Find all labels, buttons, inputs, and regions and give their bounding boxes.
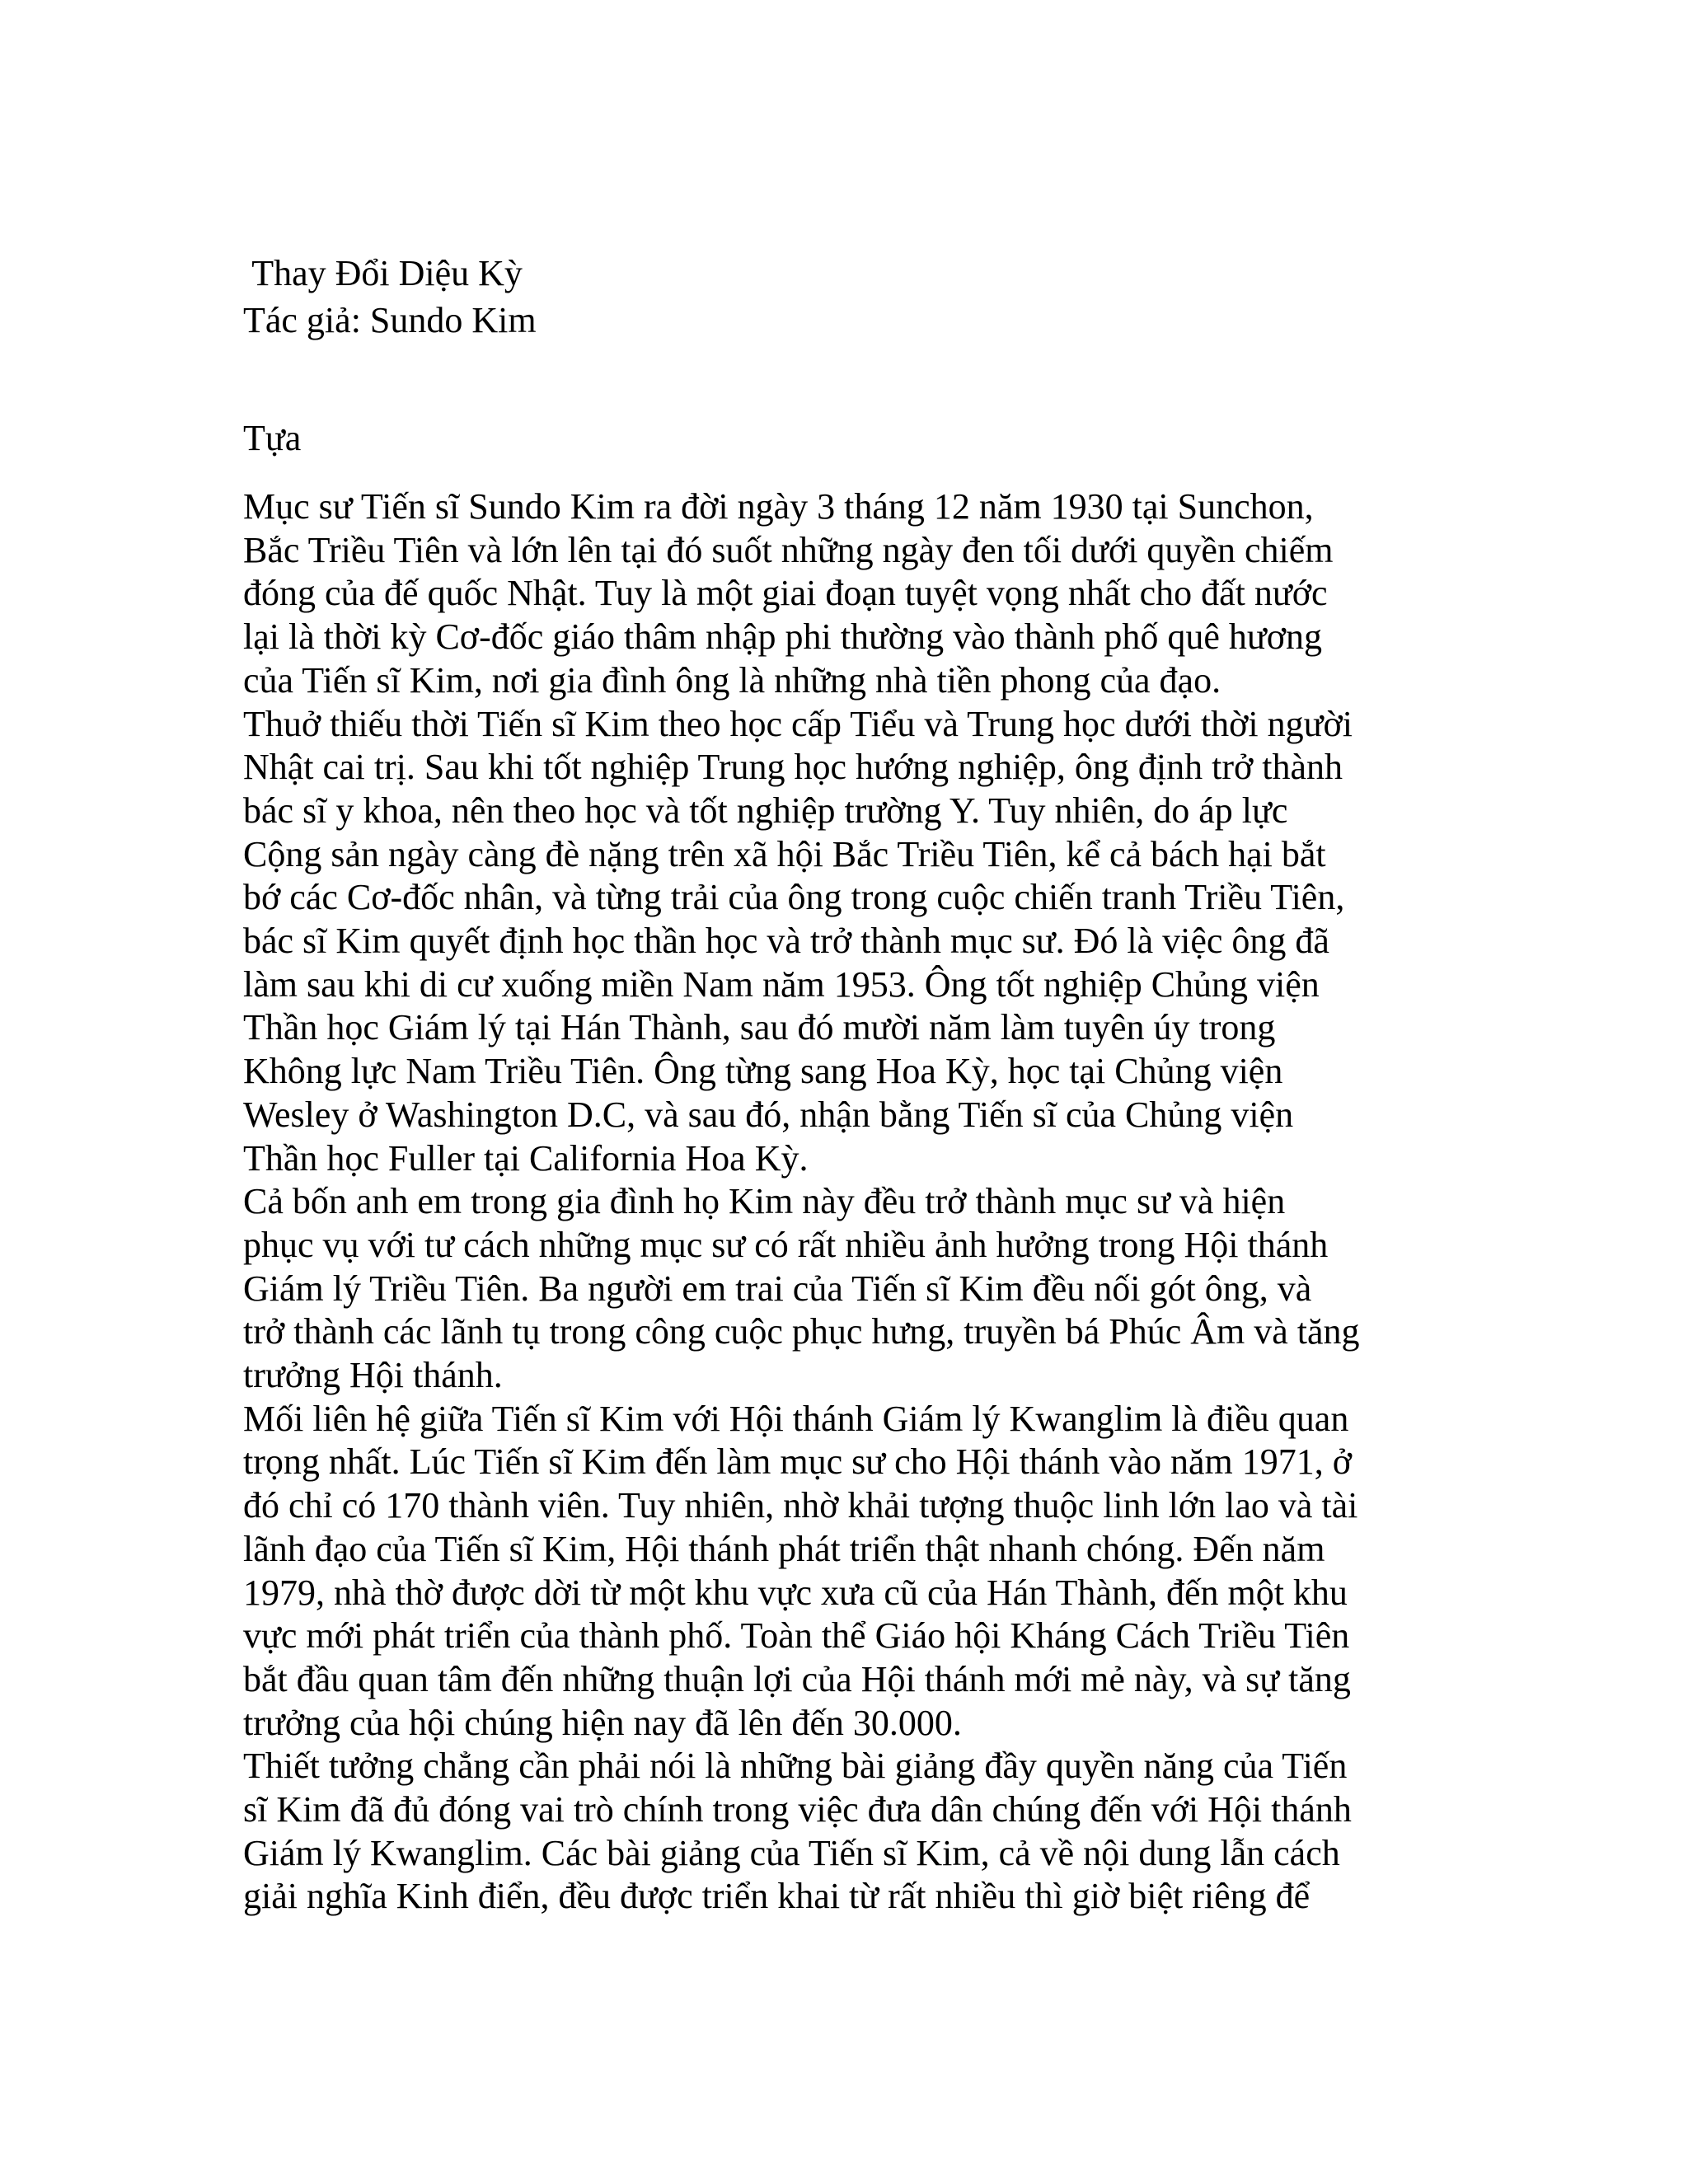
body-line: Giám lý Kwanglim. Các bài giảng của Tiến sĩ Kim, cả về nội dung lẫn cách — [243, 1833, 1340, 1873]
document-title: Thay Đổi Diệu Kỳ — [243, 253, 523, 293]
body-line: Bắc Triều Tiên và lớn lên tại đó suốt những ngày đen tối dưới quyền chiếm — [243, 530, 1334, 570]
body-line: Mục sư Tiến sĩ Sundo Kim ra đời ngày 3 tháng 12 năm 1930 tại Sunchon, — [243, 486, 1314, 527]
body-line: Thần học Fuller tại California Hoa Kỳ. — [243, 1138, 809, 1179]
body-line: của Tiến sĩ Kim, nơi gia đình ông là những nhà tiền phong của đạo. — [243, 660, 1221, 701]
body-line: 1979, nhà thờ được dời từ một khu vực xưa cũ của Hán Thành, đến một khu — [243, 1572, 1348, 1613]
body-line: lãnh đạo của Tiến sĩ Kim, Hội thánh phát triển thật nhanh chóng. Đến năm — [243, 1529, 1325, 1569]
body-line: phục vụ với tư cách những mục sư có rất nhiều ảnh hưởng trong Hội thánh — [243, 1225, 1329, 1265]
body-line: sĩ Kim đã đủ đóng vai trò chính trong việc đưa dân chúng đến với Hội thánh — [243, 1789, 1352, 1830]
body-line: làm sau khi di cư xuống miền Nam năm 1953. Ông tốt nghiệp Chủng viện — [243, 964, 1320, 1005]
body-line: Giám lý Triều Tiên. Ba người em trai của Tiến sĩ Kim đều nối gót ông, và — [243, 1268, 1312, 1309]
body-line: Thuở thiếu thời Tiến sĩ Kim theo học cấp Tiểu và Trung học dưới thời người — [243, 704, 1353, 744]
body-line: trưởng của hội chúng hiện nay đã lên đến 30.000. — [243, 1703, 962, 1743]
body-line: bác sĩ Kim quyết định học thần học và trở thành mục sư. Đó là việc ông đã — [243, 921, 1329, 961]
body-line: Không lực Nam Triều Tiên. Ông từng sang Hoa Kỳ, học tại Chủng viện — [243, 1051, 1283, 1091]
body-line: bắt đầu quan tâm đến những thuận lợi của Hội thánh mới mẻ này, và sự tăng — [243, 1659, 1351, 1699]
document-author: Tác giả: Sundo Kim — [243, 300, 537, 340]
body-line: bớ các Cơ-đốc nhân, và từng trải của ông trong cuộc chiến tranh Triều Tiên, — [243, 877, 1345, 917]
body-line: trở thành các lãnh tụ trong công cuộc phục hưng, truyền bá Phúc Âm và tăng — [243, 1311, 1360, 1352]
body-line: trọng nhất. Lúc Tiến sĩ Kim đến làm mục sư cho Hội thánh vào năm 1971, ở — [243, 1441, 1352, 1482]
body-line: trưởng Hội thánh. — [243, 1355, 503, 1395]
body-line: đó chỉ có 170 thành viên. Tuy nhiên, nhờ khải tượng thuộc linh lớn lao và tài — [243, 1485, 1358, 1526]
body-line: Thần học Giám lý tại Hán Thành, sau đó mười năm làm tuyên úy trong — [243, 1007, 1276, 1047]
body-line: Wesley ở Washington D.C, và sau đó, nhận bằng Tiến sĩ của Chủng viện — [243, 1094, 1294, 1135]
section-heading: Tựa — [243, 418, 302, 458]
body-line: giải nghĩa Kinh điển, đều được triển khai từ rất nhiều thì giờ biệt riêng để — [243, 1876, 1311, 1916]
body-line: vực mới phát triển của thành phố. Toàn thể Giáo hội Kháng Cách Triều Tiên — [243, 1615, 1350, 1656]
body-line: Cộng sản ngày càng đè nặng trên xã hội Bắc Triều Tiên, kể cả bách hại bắt — [243, 834, 1326, 874]
body-line: đóng của đế quốc Nhật. Tuy là một giai đoạn tuyệt vọng nhất cho đất nước — [243, 573, 1328, 613]
body-line: Thiết tưởng chẳng cần phải nói là những bài giảng đầy quyền năng của Tiến — [243, 1746, 1348, 1786]
body-line: Cả bốn anh em trong gia đình họ Kim này đều trở thành mục sư và hiện — [243, 1181, 1286, 1221]
body-line: bác sĩ y khoa, nên theo học và tốt nghiệp trường Y. Tuy nhiên, do áp lực — [243, 790, 1288, 831]
body-line: lại là thời kỳ Cơ-đốc giáo thâm nhập phi thường vào thành phố quê hương — [243, 616, 1322, 657]
body-line: Nhật cai trị. Sau khi tốt nghiệp Trung học hướng nghiệp, ông định trở thành — [243, 747, 1343, 787]
body-line: Mối liên hệ giữa Tiến sĩ Kim với Hội thánh Giám lý Kwanglim là điều quan — [243, 1399, 1349, 1439]
